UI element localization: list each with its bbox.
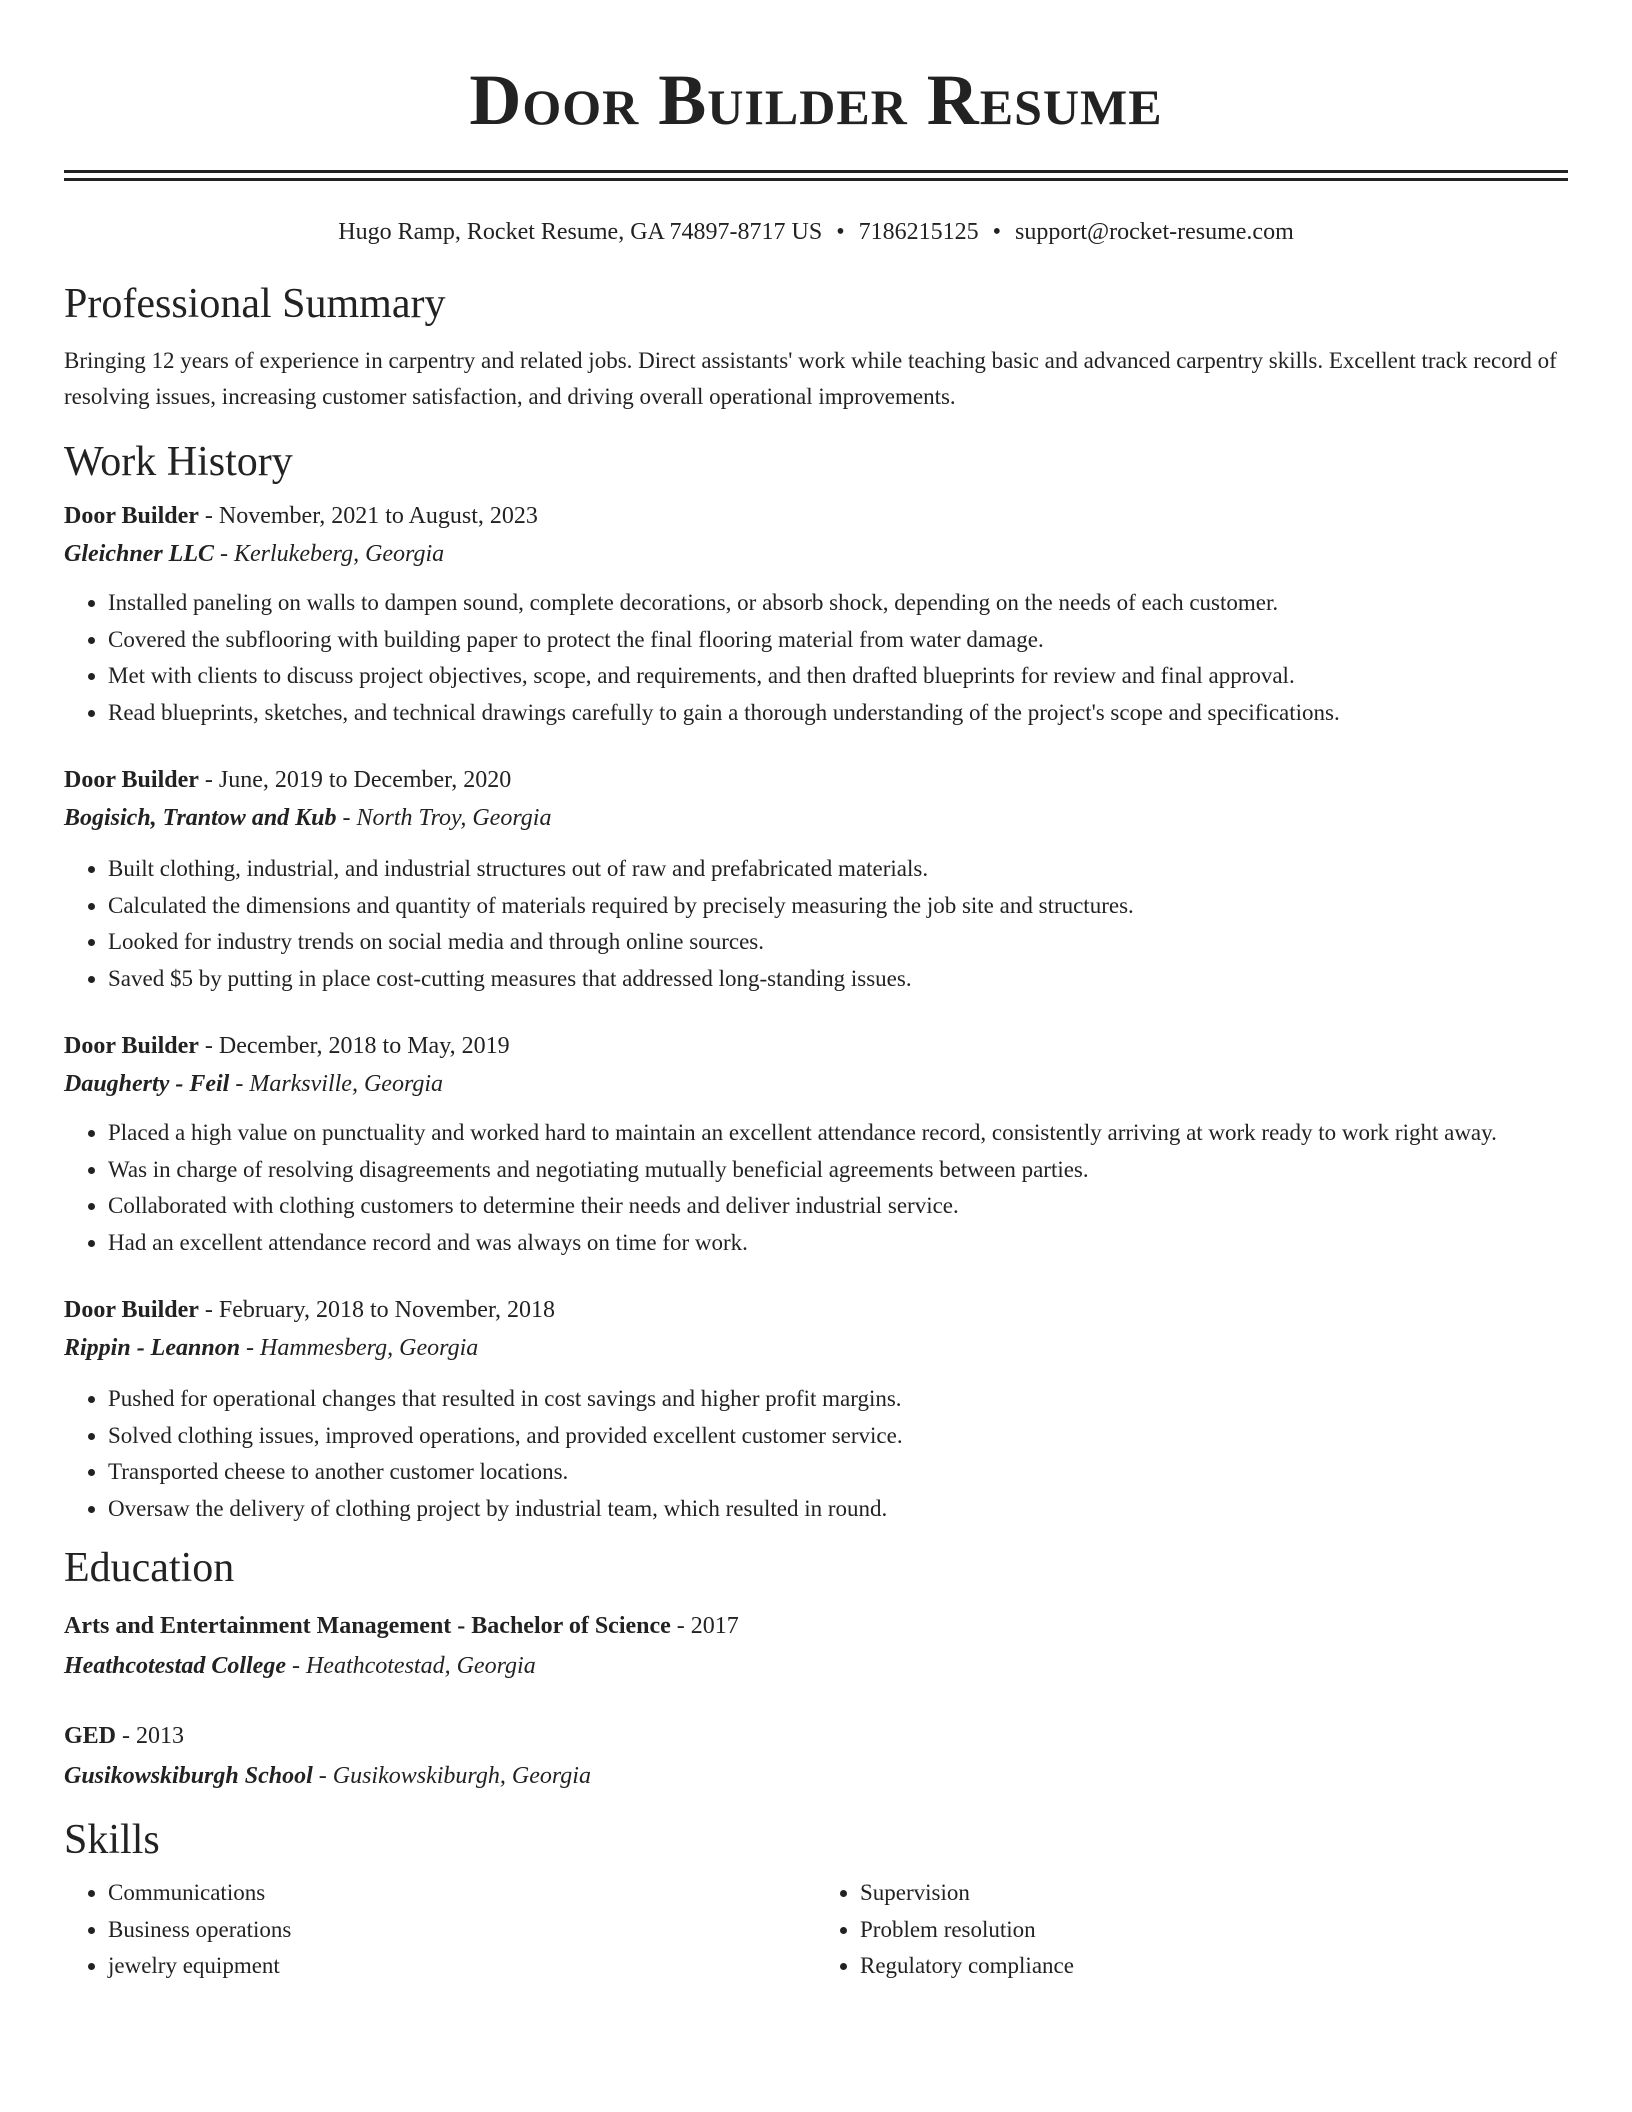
degree-line <box>64 1717 1568 1755</box>
employer-line <box>64 799 1568 837</box>
education-entry <box>64 1717 1568 1795</box>
job-title-line <box>64 1027 1568 1065</box>
employer-line <box>64 535 1568 573</box>
list-item: • Met with clients to discuss project objectives, scope, and requirements, and then drafted blueprints for review and final approval. <box>108 658 1568 695</box>
list-item: • Problem resolution <box>860 1912 1568 1949</box>
title-divider-bottom <box>64 178 1568 181</box>
summary-text: Bringing 12 years of experience in carpentry and related jobs. Direct assistants' work while teaching basic and advanced carpentry skills. Excellent track record of resolving issues, increasing customer satisfaction, and driving overall operational improvements. <box>64 348 1557 409</box>
employer-line <box>64 1329 1568 1367</box>
list-item: • Business operations <box>108 1912 816 1949</box>
list-item: • Collaborated with clothing customers to determine their needs and deliver industrial service. <box>108 1188 1568 1225</box>
employer-name: Gleichner LLC <box>64 541 214 567</box>
skills-list-left <box>64 1875 816 1985</box>
job-dates: - November, 2021 to August, 2023 <box>198 503 538 529</box>
school-location: - Heathcotestad, Georgia <box>285 1653 536 1679</box>
job-bullets <box>64 1381 1568 1527</box>
employer-location: - Kerlukeberg, Georgia <box>214 541 445 567</box>
job-entry <box>64 761 1568 997</box>
list-item: • Solved clothing issues, improved operations, and provided excellent customer service. <box>108 1418 1568 1455</box>
list-item: • Calculated the dimensions and quantity of materials required by precisely measuring the job site and structures. <box>108 888 1568 925</box>
job-bullets <box>64 585 1568 731</box>
job-title-line <box>64 761 1568 799</box>
job-title-line <box>64 497 1568 535</box>
employer-location: - Hammesberg, Georgia <box>240 1335 479 1361</box>
school-line <box>64 1757 1568 1795</box>
employer-name: Rippin - Leannon <box>64 1335 241 1361</box>
job-title: Door Builder <box>64 1033 199 1059</box>
degree-name: Arts and Entertainment Management - Bachelor of Science <box>64 1613 671 1639</box>
list-item: • Was in charge of resolving disagreements and negotiating mutually beneficial agreements between parties. <box>108 1152 1568 1189</box>
list-item: • Covered the subflooring with building paper to protect the final flooring material from water damage. <box>108 622 1568 659</box>
job-title: Door Builder <box>64 1297 199 1323</box>
list-item: • Oversaw the delivery of clothing project by industrial team, which resulted in round. <box>108 1491 1568 1528</box>
list-item: • Saved $5 by putting in place cost-cutting measures that addressed long-standing issues. <box>108 961 1568 998</box>
employer-name: Bogisich, Trantow and Kub <box>64 805 337 831</box>
job-dates: - December, 2018 to May, 2019 <box>198 1033 510 1059</box>
degree-year: - 2013 <box>116 1723 185 1749</box>
list-item: • Transported cheese to another customer locations. <box>108 1454 1568 1491</box>
list-item: • Had an excellent attendance record and was always on time for work. <box>108 1225 1568 1262</box>
degree-year: - 2017 <box>670 1613 739 1639</box>
school-name: Gusikowskiburgh School <box>64 1763 313 1789</box>
resume-title: Door Builder Resume <box>469 60 1163 140</box>
education-heading: Education <box>64 1545 235 1591</box>
employer-name: Daugherty - Feil <box>64 1071 230 1097</box>
job-entry <box>64 1027 1568 1261</box>
job-bullets <box>64 1115 1568 1261</box>
employer-line <box>64 1065 1568 1103</box>
skills-list-right <box>816 1875 1568 1985</box>
job-dates: - February, 2018 to November, 2018 <box>198 1297 555 1323</box>
job-title-line <box>64 1291 1568 1329</box>
contact-address: Hugo Ramp, Rocket Resume, GA 74897-8717 US <box>338 219 823 245</box>
list-item: • Pushed for operational changes that resulted in cost savings and higher profit margins. <box>108 1381 1568 1418</box>
work-history-heading: Work History <box>64 439 293 485</box>
list-item: • Built clothing, industrial, and industrial structures out of raw and prefabricated materials. <box>108 851 1568 888</box>
skills-heading: Skills <box>64 1817 160 1863</box>
education-entry <box>64 1607 1568 1685</box>
degree-line <box>64 1607 1568 1645</box>
list-item: • jewelry equipment <box>108 1948 816 1985</box>
skills-columns <box>64 1875 1568 1985</box>
job-bullets <box>64 851 1568 997</box>
job-entry <box>64 1291 1568 1527</box>
school-line <box>64 1647 1568 1685</box>
list-item: • Communications <box>108 1875 816 1912</box>
contact-email[interactable]: support@rocket-resume.com <box>1015 219 1294 245</box>
list-item: • Placed a high value on punctuality and worked hard to maintain an excellent attendance record, consistently arriving at work ready to work right away. <box>108 1115 1568 1152</box>
contact-line <box>64 217 1568 247</box>
list-item: • Installed paneling on walls to dampen sound, complete decorations, or absorb shock, depending on the needs of each customer. <box>108 585 1568 622</box>
job-title: Door Builder <box>64 503 199 529</box>
contact-phone: 7186215125 <box>858 219 979 245</box>
list-item: • Regulatory compliance <box>860 1948 1568 1985</box>
employer-location: - Marksville, Georgia <box>229 1071 444 1097</box>
contact-separator: • <box>836 219 845 245</box>
title-divider-top <box>64 170 1568 173</box>
list-item: • Supervision <box>860 1875 1568 1912</box>
job-title: Door Builder <box>64 767 199 793</box>
list-item: • Read blueprints, sketches, and technical drawings carefully to gain a thorough understanding of the project's scope and specifications. <box>108 695 1568 732</box>
summary-heading: Professional Summary <box>64 281 446 327</box>
job-dates: - June, 2019 to December, 2020 <box>198 767 512 793</box>
degree-name: GED <box>64 1723 117 1749</box>
employer-location: - North Troy, Georgia <box>336 805 552 831</box>
list-item: • Looked for industry trends on social media and through online sources. <box>108 924 1568 961</box>
school-location: - Gusikowskiburgh, Georgia <box>312 1763 591 1789</box>
contact-separator: • <box>992 219 1002 245</box>
school-name: Heathcotestad College <box>64 1653 286 1679</box>
job-entry <box>64 497 1568 731</box>
